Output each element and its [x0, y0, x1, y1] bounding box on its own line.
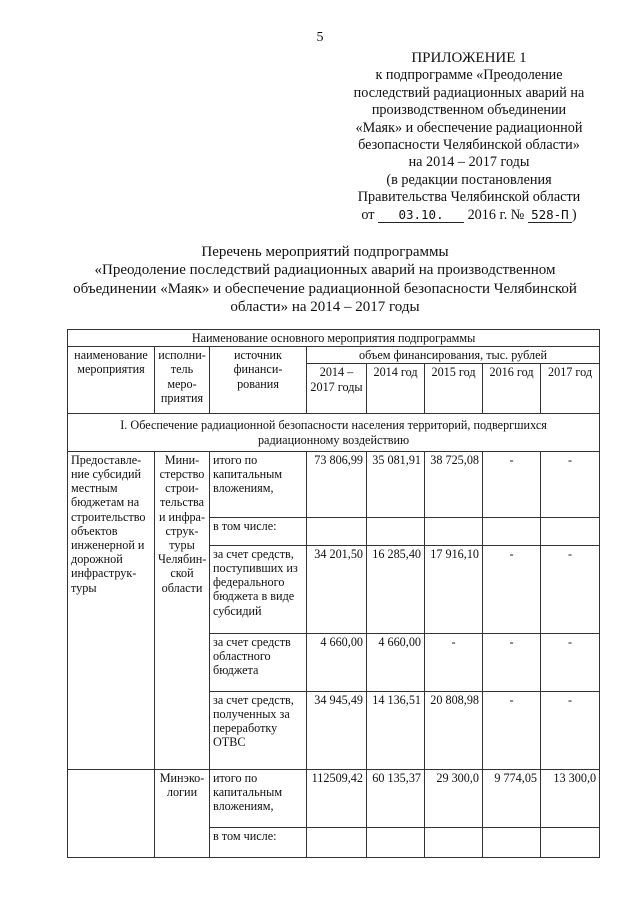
year-2014-cell: [367, 517, 425, 545]
close-paren: ): [571, 206, 577, 223]
heading-line: Перечень мероприятий подпрограммы: [201, 244, 449, 260]
table-row: [68, 451, 600, 517]
header-source: источник финанси-рования: [210, 347, 307, 414]
header-name: наименование мероприятия: [68, 347, 155, 414]
year-2016-cell: -: [483, 691, 541, 769]
activity-name-cell: Предоставле-ние субсидий местным бюджетам на строительство объектов инженерной и дорожной инфраструк-туры: [68, 451, 155, 769]
year-2015-cell: [425, 827, 483, 857]
heading-line: «Преодоление последствий радиационных аварий на производственном: [94, 262, 556, 279]
year-header: 2015 год: [425, 364, 483, 414]
total-cell: [307, 827, 367, 857]
source-cell: итого по капитальным вложениям,: [210, 451, 307, 517]
appendix-line: к подпрограмме «Преодоление: [375, 67, 563, 84]
year-2017-cell: -: [541, 691, 600, 769]
section-title: I. Обеспечение радиационной безопасности населения территорий, подвергшихся радиационному воздействию: [68, 414, 600, 451]
handwritten-number: 528-П: [528, 208, 572, 223]
heading-line: области» на 2014 – 2017 годы: [230, 299, 420, 316]
top-header-cell: Наименование основного мероприятия подпрограммы: [68, 330, 600, 347]
year-header: 2014 – 2017 годы: [307, 364, 367, 414]
source-cell: за счет средств областного бюджета: [210, 633, 307, 691]
section-row: [68, 414, 600, 451]
year-2015-cell: -: [425, 633, 483, 691]
document-heading: [70, 243, 580, 317]
source-cell: в том числе:: [210, 517, 307, 545]
year-header: 2014 год: [367, 364, 425, 414]
appendix-line: последствий радиационных аварий на: [353, 84, 585, 101]
executor-cell: Минэко-логии: [155, 769, 210, 857]
year-2016-cell: -: [483, 451, 541, 517]
header-executor: исполни-тель меро-приятия: [155, 347, 210, 414]
appendix-line: Правительства Челябинской области: [357, 189, 581, 206]
handwritten-date: 03.10.: [378, 208, 464, 223]
activity-name-cell-continued: [68, 769, 155, 857]
year-2016-cell: -: [483, 545, 541, 633]
year-2014-cell: 14 136,51: [367, 691, 425, 769]
total-cell: 112509,42: [307, 769, 367, 827]
activities-table: [67, 329, 600, 858]
total-cell: 34 201,50: [307, 545, 367, 633]
executor-cell: Мини-стерство строи-тельства и инфра-струк-туры Челябин-ской области: [155, 451, 210, 769]
source-cell: за счет средств, полученных за переработку ОТВС: [210, 691, 307, 769]
source-cell: итого по капитальным вложениям,: [210, 769, 307, 827]
year-header: 2017 год: [541, 364, 600, 414]
year-2015-cell: [425, 517, 483, 545]
source-cell: в том числе:: [210, 827, 307, 857]
total-cell: 34 945,49: [307, 691, 367, 769]
year-2016-cell: [483, 517, 541, 545]
appendix-line: (в редакции постановления: [386, 171, 552, 188]
total-cell: 4 660,00: [307, 633, 367, 691]
appendix-line: на 2014 – 2017 годы: [408, 154, 530, 171]
source-cell: за счет средств, поступивших из федерального бюджета в виде субсидий: [210, 545, 307, 633]
appendix-block: [338, 50, 600, 224]
year-2014-cell: 35 081,91: [367, 451, 425, 517]
year-2015-cell: 20 808,98: [425, 691, 483, 769]
year-text: 2016 г. №: [467, 206, 525, 223]
appendix-line: производственном объединении: [371, 102, 567, 119]
year-2014-cell: 4 660,00: [367, 633, 425, 691]
appendix-line: «Маяк» и обеспечение радиационной: [355, 119, 583, 136]
year-2015-cell: 17 916,10: [425, 545, 483, 633]
table-header-row: [68, 347, 600, 364]
heading-line: объединении «Маяк» и обеспечение радиационной безопасности Челябинской: [73, 280, 577, 297]
page-number: 5: [316, 30, 324, 45]
appendix-line: безопасности Челябинской области»: [358, 137, 580, 154]
year-2014-cell: 16 285,40: [367, 545, 425, 633]
year-2017-cell: -: [541, 545, 600, 633]
year-2014-cell: [367, 827, 425, 857]
year-2014-cell: 60 135,37: [367, 769, 425, 827]
year-2017-cell: [541, 827, 600, 857]
table-row: [68, 769, 600, 827]
year-2015-cell: 38 725,08: [425, 451, 483, 517]
appendix-title: ПРИЛОЖЕНИЕ 1: [411, 50, 527, 66]
table-top-header-row: [68, 330, 600, 347]
year-2017-cell: 13 300,0: [541, 769, 600, 827]
header-funding: объем финансирования, тыс. рублей: [307, 347, 600, 364]
resolution-date-line: [338, 207, 600, 224]
total-cell: [307, 517, 367, 545]
year-header: 2016 год: [483, 364, 541, 414]
year-2015-cell: 29 300,0: [425, 769, 483, 827]
date-prefix: от: [361, 206, 375, 223]
year-2017-cell: -: [541, 451, 600, 517]
year-2016-cell: 9 774,05: [483, 769, 541, 827]
year-2017-cell: -: [541, 633, 600, 691]
year-2016-cell: [483, 827, 541, 857]
total-cell: 73 806,99: [307, 451, 367, 517]
year-2017-cell: [541, 517, 600, 545]
year-2016-cell: -: [483, 633, 541, 691]
